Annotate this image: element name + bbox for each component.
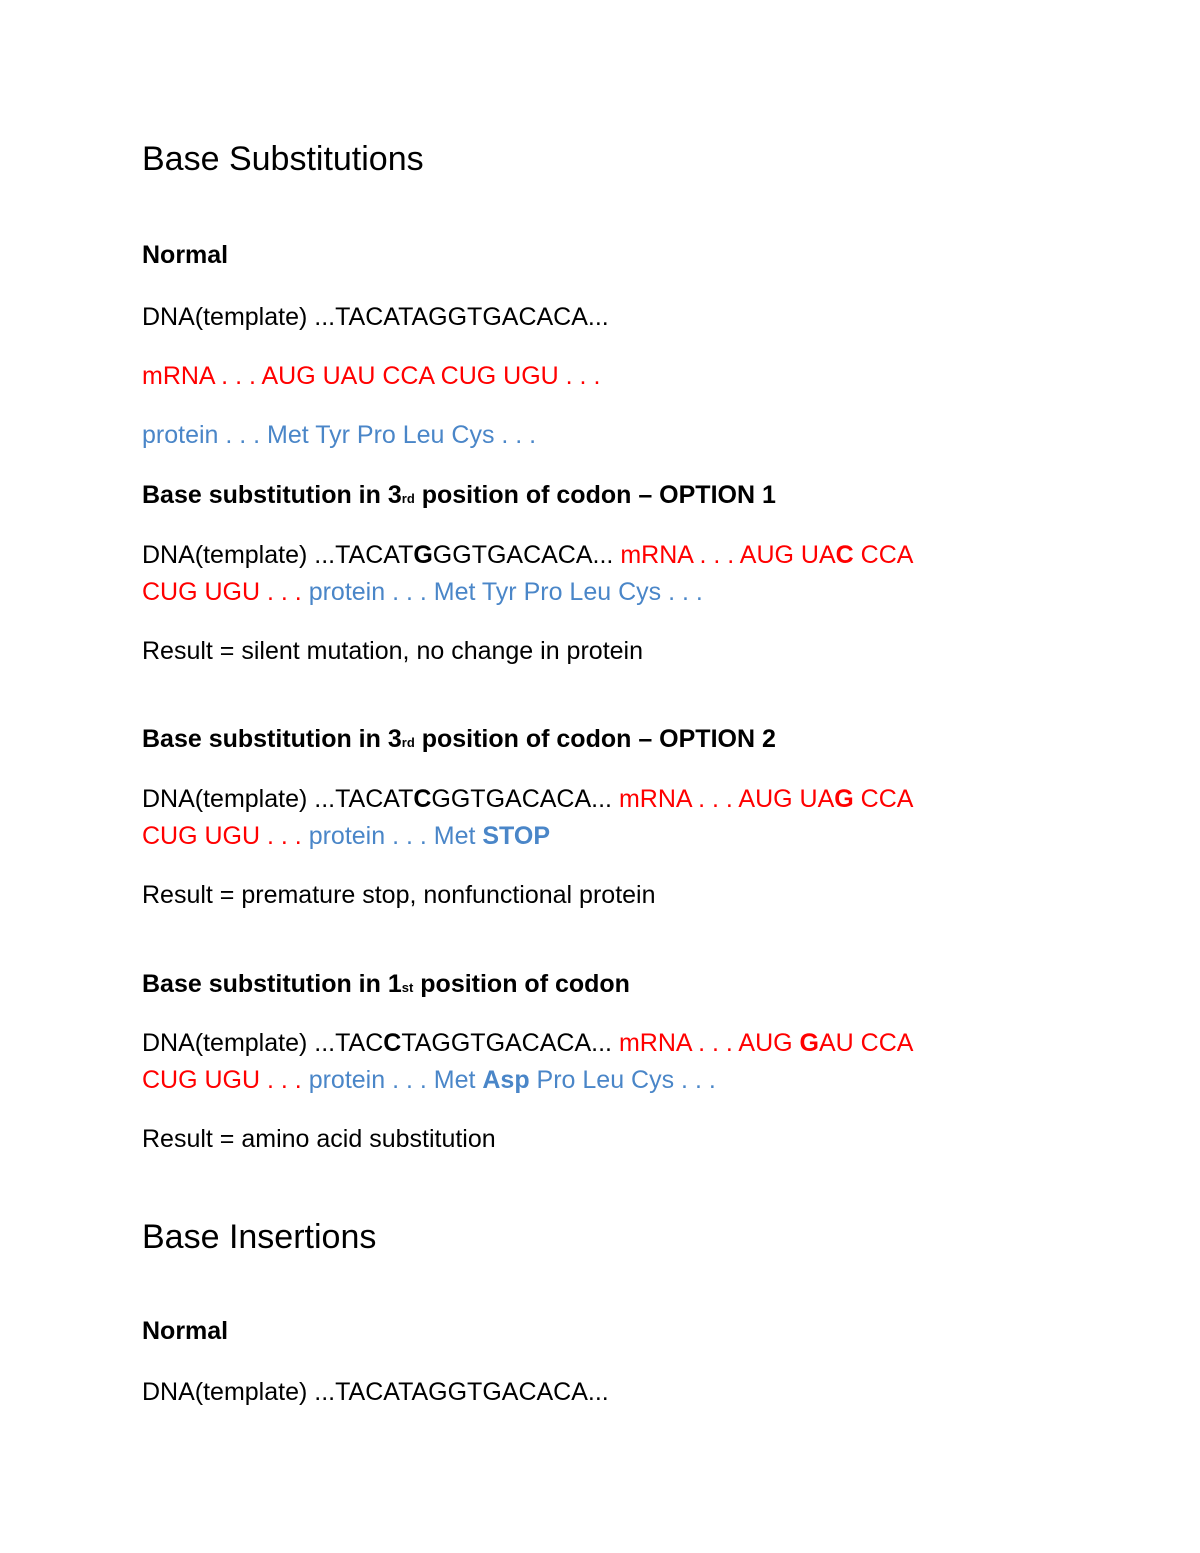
- insertions-normal-dna-line: DNA(template) ...TACATAGGTGACACA...: [142, 1378, 609, 1406]
- insertions-normal-heading: Normal: [142, 1317, 229, 1345]
- option2-protein: protein . . . Met STOP: [308, 822, 550, 850]
- normal-mrna-line: mRNA . . . AUG UAU CCA CUG UGU . . .: [142, 362, 601, 390]
- option1-mrna: mRNA . . . AUG UAC CCA CUG UGU . . .: [142, 541, 914, 606]
- option1-heading-ordinal: rd: [401, 491, 415, 506]
- normal-dna-line: DNA(template) ...TACATAGGTGACACA...: [142, 303, 609, 331]
- option2-heading-rest: position of codon – OPTION 2: [414, 725, 776, 753]
- option3-paragraph: [142, 1025, 913, 1099]
- option3-dna-mutation: C: [383, 1029, 402, 1057]
- option2-mrna-mutation: G: [834, 785, 854, 813]
- option1-heading: [142, 481, 776, 510]
- option1-heading-text: Base substitution in 3: [142, 481, 402, 509]
- option3-heading-text: Base substitution in 1: [142, 970, 402, 998]
- option1-dna-mutation: G: [413, 541, 433, 569]
- option2-dna-mutation: C: [413, 785, 432, 813]
- option2-heading-text: Base substitution in 3: [142, 725, 402, 753]
- option1-mrna-mutation: C: [835, 541, 854, 569]
- option2-paragraph: [142, 781, 913, 855]
- option1-result: Result = silent mutation, no change in protein: [142, 637, 644, 665]
- option3-mrna-mutation: G: [799, 1029, 819, 1057]
- option2-mrna: mRNA . . . AUG UAG CCA CUG UGU . . .: [142, 785, 914, 850]
- option2-heading-ordinal: rd: [401, 735, 415, 750]
- section-title-substitutions: Base Substitutions: [142, 140, 424, 178]
- option1-heading-rest: position of codon – OPTION 1: [414, 481, 776, 509]
- normal-heading: Normal: [142, 241, 229, 269]
- option2-protein-mutation: STOP: [482, 822, 550, 850]
- option1-dna: DNA(template) ...TACATGGGTGACACA...: [142, 541, 621, 569]
- option1-protein: protein . . . Met Tyr Pro Leu Cys . . .: [308, 578, 703, 606]
- option3-heading: [142, 970, 630, 999]
- option3-dna: DNA(template) ...TACCTAGGTGACACA...: [142, 1029, 619, 1057]
- option3-heading-ordinal: st: [401, 980, 414, 995]
- normal-protein-line: protein . . . Met Tyr Pro Leu Cys . . .: [142, 421, 537, 449]
- option3-protein-mutation: Asp: [482, 1066, 530, 1094]
- option2-heading: [142, 725, 776, 754]
- section-title-insertions: Base Insertions: [142, 1218, 377, 1256]
- option2-dna: DNA(template) ...TACATCGGTGACACA...: [142, 785, 619, 813]
- option3-heading-rest: position of codon: [413, 970, 630, 998]
- option2-result: Result = premature stop, nonfunctional protein: [142, 881, 656, 909]
- option3-result: Result = amino acid substitution: [142, 1125, 496, 1153]
- option1-paragraph: [142, 537, 913, 611]
- option3-mrna: mRNA . . . AUG GAU CCA CUG UGU . . .: [142, 1029, 914, 1094]
- option3-protein: protein . . . Met Asp Pro Leu Cys . . .: [308, 1066, 716, 1094]
